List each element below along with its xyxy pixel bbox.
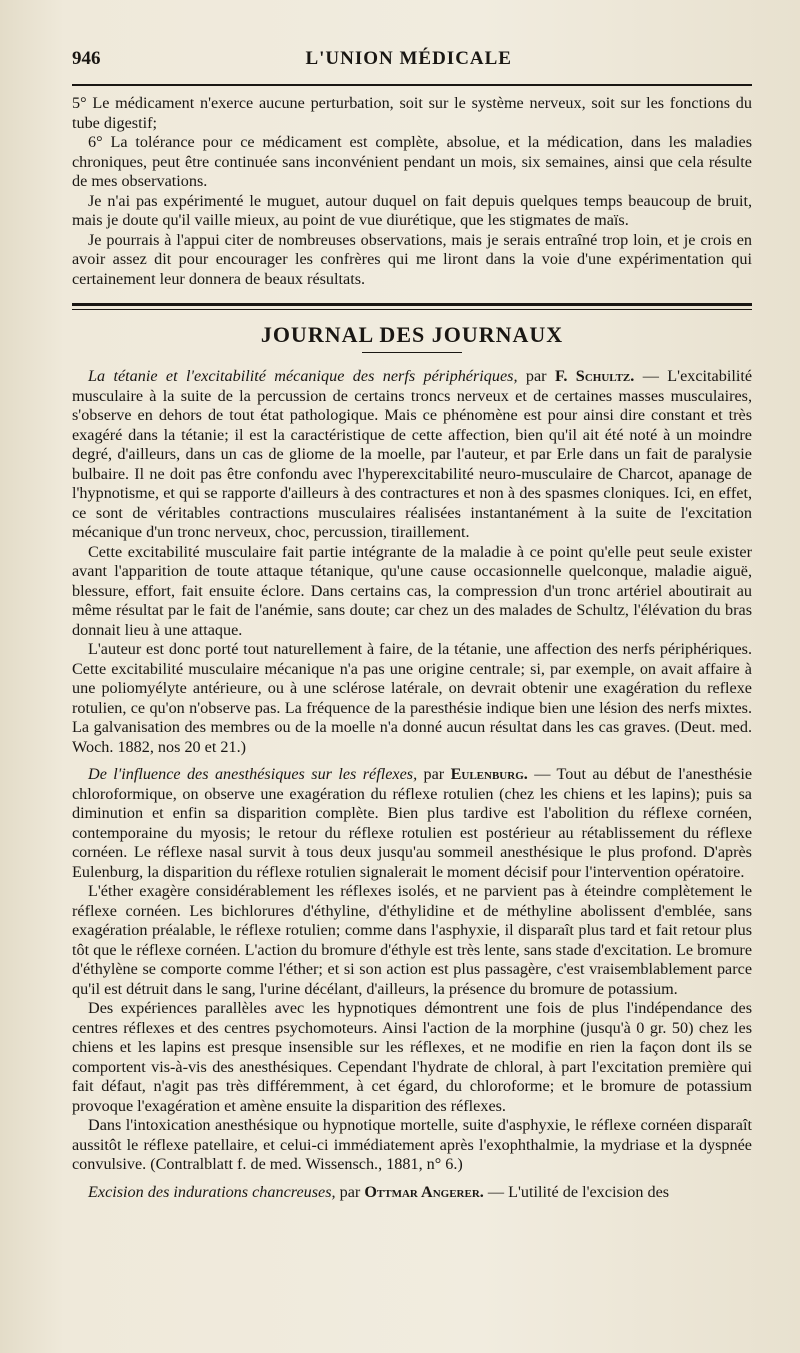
article-2-title: De l'influence des anesthésiques sur les réflexes,: [88, 765, 418, 783]
page-number: 946: [72, 48, 101, 69]
section-divider: [72, 303, 752, 310]
article-2-paragraph-4: Dans l'intoxication anesthésique ou hypnotique mortelle, suite d'asphyxie, le réflexe cornéen disparaît aussitôt le réflexe patellaire, et celui-ci immédiatement après l'exophthalmie, la mydriase et la dyspnée convulsive. (Contralblatt f. de med. Wissensch., 1881, n° 6.): [72, 1116, 752, 1173]
article-3-author: Ottmar Angerer.: [364, 1182, 484, 1201]
running-title: L'UNION MÉDICALE: [305, 48, 512, 69]
article-1-paragraph-2: Cette excitabilité musculaire fait partie intégrante de la maladie à ce point qu'elle peut seule exister avant l'apparition de toute attaque tétanique, qu'une cause occasionnelle quelconque, maladie aiguë, blessure, effort, fait ensuite éclore. Dans certains cas, la compression d'un tronc artériel aboutirait au même résultat par le fait de l'anémie, sans doute; car chez un des malades de Schultz, l'élévation du bras donnait lieu à une attaque.: [72, 542, 752, 639]
section-title: JOURNAL DES JOURNAUX: [260, 322, 564, 347]
intro-paragraph-2: 6° La tolérance pour ce médicament est complète, absolue, et la médication, dans les maladies chroniques, peut être continuée sans inconvénient pendant un mois, six semaines, ainsi que cela résulte de mes observations.: [72, 133, 752, 190]
article-3-text-1: — L'utilité de l'excision des: [483, 1182, 670, 1201]
article-gap: [72, 757, 752, 765]
article-1-by: par: [517, 367, 555, 385]
article-3-by: par: [335, 1182, 365, 1201]
header-rule: [72, 84, 752, 86]
article-1-author: F. Schultz.: [554, 367, 635, 385]
article-2-text-1: — Tout au début de l'anesthésie chloroformique, on observe une exagération du réflexe rotulien (chez les chiens et les lapins); puis sa diminution et enfin sa disparition complète. Bien plus tardive est l'abolition du réflexe cornéen, contemporaine du myosis; le retour du réflexe rotulien est postérieur au rétablissement du réflexe cornéen. Le réflexe nasal survit à tous deux jusqu'au sommeil anesthésique le plus profond. D'après Eulenburg, la disparition du réflexe rotulien signalerait le moment décisif pour l'intervention opératoire.: [72, 765, 752, 881]
intro-paragraph-4: Je pourrais à l'appui citer de nombreuses observations, mais je serais entraîné trop loin, et je crois en avoir assez dit pour encourager les confrères qui me liront dans la voie d'une expérimentation qui certainement leur donnera de beaux résultats.: [72, 230, 752, 288]
article-3-paragraph-1: [72, 1183, 752, 1203]
section-title-underline: [362, 352, 462, 353]
article-2-by: par: [417, 765, 451, 783]
article-gap-2: [72, 1175, 752, 1183]
article-2-author: Eulenburg.: [450, 765, 528, 783]
article-1-paragraph-1: [72, 367, 752, 543]
article-2-paragraph-2: L'éther exagère considérablement les réflexes isolés, et ne parvient pas à éteindre complètement le réflexe cornéen. Les bichlorures d'éthyline, d'éthylidine et de méthyline abolissent d'emblée, sans exagération préalable, le réflexe rotulien; comme dans l'asphyxie, il disparaît plus tard et fait retour plus tôt que le réflexe cornéen. L'action du bromure d'éthyle est très lente, sans stade d'excitation. Le bromure d'éthylène se comporte comme l'éther; et si son action est plus passagère, c'est vraisemblablement parce qu'il est détruit dans le sang, l'urine décélant, d'ailleurs, la présence du bromure de potassium.: [72, 882, 752, 998]
article-1-paragraph-3: L'auteur est donc porté tout naturellement à faire, de la tétanie, une affection des nerfs périphériques. Cette excitabilité musculaire mécanique n'a pas une origine centrale; si, par exemple, on avait affaire à une poliomyélyte antérieure, ou à une sclérose latérale, on devrait obtenir une exagération du reflexe rotulien, ce qu'on n'observe pas. La fréquence de la paresthésie indique bien une lésion des nerfs mixtes. La galvanisation des membres ou de la moelle n'a donné aucun résultat dans les cas graves. (Deut. med. Woch. 1882, nos 20 et 21.): [72, 640, 752, 756]
intro-paragraph-3: Je n'ai pas expérimenté le muguet, autour duquel on fait depuis quelques temps beaucoup de bruit, mais je doute qu'il vaille mieux, au point de vue diurétique, que les stigmates de maïs.: [72, 191, 752, 229]
article-2-paragraph-1: [72, 765, 752, 882]
article-1-title: La tétanie et l'excitabilité mécanique des nerfs périphériques,: [88, 367, 518, 385]
article-2-paragraph-3: Des expériences parallèles avec les hypnotiques démontrent une fois de plus l'indépendance des centres réflexes et des centres psychomoteurs. Ainsi l'action de la morphine (jusqu'à 0 gr. 50) chez les chiens et les lapins est presque insensible sur les réflexes, et ne modifie en rien la façon dont ils se comportent vis-à-vis des anesthésiques. Cependant l'hydrate de chloral, à part l'excitation première qui fait défaut, n'agit pas très différemment, à cet égard, du chloroforme; et le bromure de potassium provoque l'exagération et amène ensuite la disparition des réflexes.: [72, 999, 752, 1115]
article-3-title: Excision des indurations chancreuses,: [88, 1182, 336, 1201]
intro-paragraph-1: 5° Le médicament n'exerce aucune perturbation, soit sur le système nerveux, soit sur les fonctions du tube digestif;: [72, 94, 752, 132]
article-1-text-1: — L'excitabilité musculaire à la suite de la percussion de certains troncs nerveux et de certaines masses musculaires, s'observe en dehors de tout état pathologique. Mais ce phénomène est pour ainsi dire constant et très exagéré dans la tétanie; il est la caractéristique de cette affection, bien qu'il ait été noté à un moindre degré, d'ailleurs, dans un cas de gliome de la moelle, par l'auteur, et par Erle dans un fait de paralysie bulbaire. Il ne doit pas être confondu avec l'hyperexcitabilité neuro-musculaire de Charcot, apanage de l'hypnotisme, et qui se rapporte d'ailleurs à des contractures et non à des spasmes cloniques. Ici, en effet, ce sont de véritables contractions musculaires réalisées instantanément à la suite de l'excitation mécanique d'un tronc nerveux, choc, percussion, tiraillement.: [72, 367, 753, 541]
page-header: [72, 48, 752, 78]
